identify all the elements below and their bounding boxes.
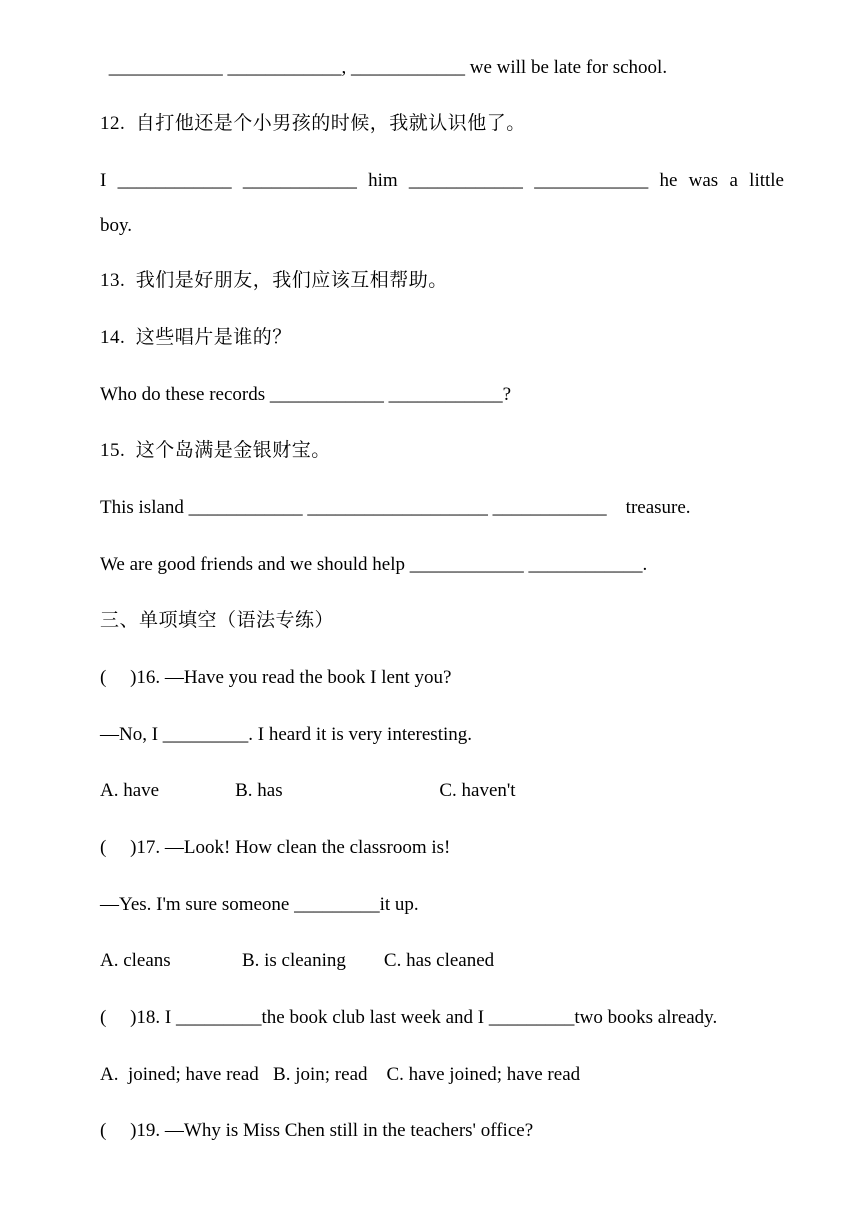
q19-question: ( )19. —Why is Miss Chen still in the teachers' office? [100,1120,534,1141]
q15-prompt: 15. 这个岛满是金银财宝。 [100,440,331,461]
q13-prompt: 13. 我们是好朋友，我们应该互相帮助。 [100,270,448,291]
q16-reply: —No, I _________. I heard it is very interesting. [100,724,473,745]
q14-answer-line: Who do these records ____________ ____________? [100,384,512,405]
q12-answer-line: I ____________ ____________ him ____________ ____________ he was a little [100,170,784,191]
q13-answer-line: We are good friends and we should help ____________ ____________. [100,554,648,575]
q18-question: ( )18. I _________the book club last week and I _________two books already. [100,1007,718,1028]
q16-options: A. have B. has C. haven't [100,780,516,801]
q17-options: A. cleans B. is cleaning C. has cleaned [100,950,495,971]
q15-answer-line: This island ____________ ___________________ ____________ treasure. [100,497,691,518]
q16-question: ( )16. —Have you read the book I lent you? [100,667,452,688]
q17-question: ( )17. —Look! How clean the classroom is! [100,837,451,858]
q17-reply: —Yes. I'm sure someone _________it up. [100,894,419,915]
q12-answer-line-cont: boy. [100,215,133,236]
section-three-heading: 三、单项填空（语法专练） [100,610,335,631]
q11-answer-line: ____________ ____________, ____________ we will be late for school. [104,57,668,78]
q18-options: A. joined; have read B. join; read C. have joined; have read [100,1064,581,1085]
q12-prompt: 12. 自打他还是个小男孩的时候，我就认识他了。 [100,113,526,134]
q14-prompt: 14. 这些唱片是谁的？ [100,327,292,348]
